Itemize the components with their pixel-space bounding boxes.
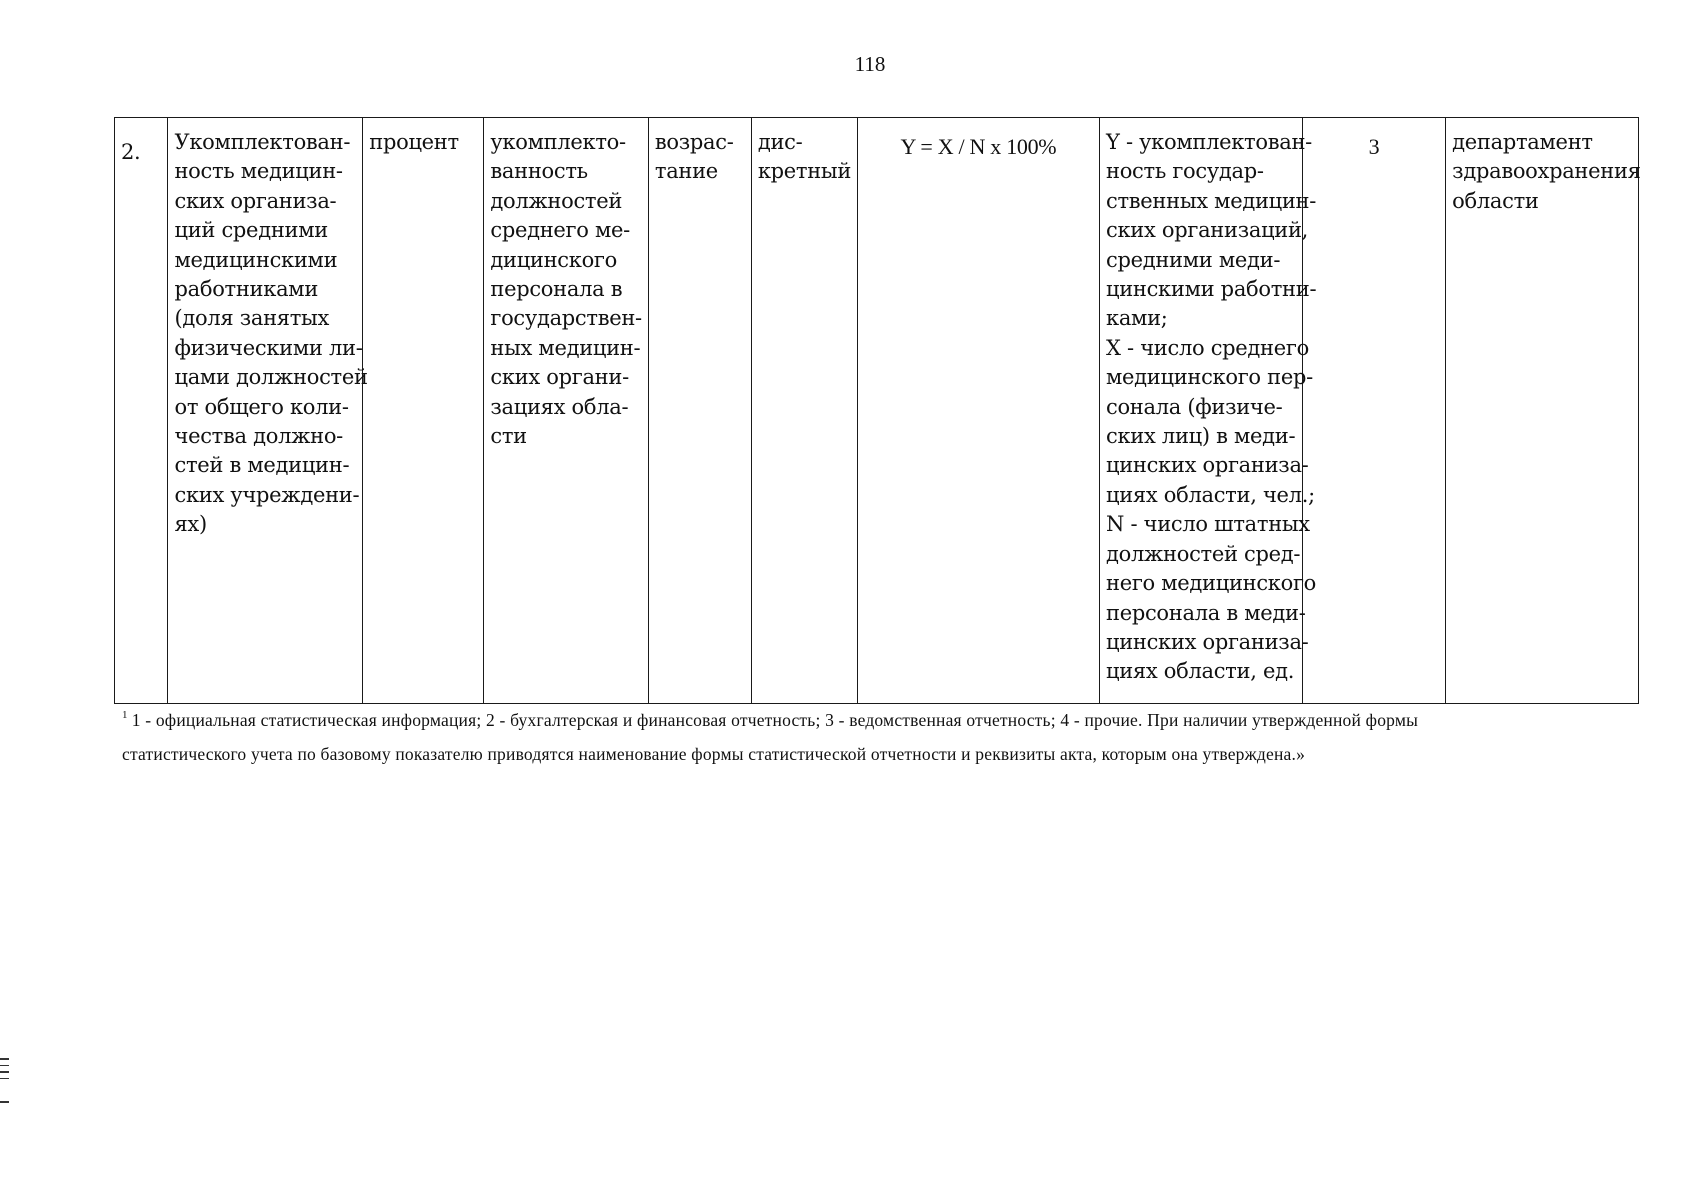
binding-mark [0,1101,9,1103]
definition-line: должностей [490,188,623,213]
unit-cell [363,118,484,704]
dynamics-cell [648,118,751,704]
definition-line: государствен- [490,306,642,331]
source-cell [1302,118,1445,704]
source-code: 3 [1368,134,1380,159]
variables-line: ность государ- [1106,159,1264,184]
footnote [122,698,1632,771]
definition-line: укомплекто- [490,130,626,154]
responsible-cell [1446,118,1639,704]
variables-line: персонала в меди- [1106,600,1306,625]
unit-text: процент [369,130,459,154]
page-number: 118 [854,52,886,76]
indicator-line: ций средними [174,218,328,243]
responsible-line: департамент [1452,130,1593,154]
indicator-line: чества должно- [174,424,343,449]
binding-mark [0,1071,9,1073]
indicator-line: медицинскими [174,247,338,272]
indicator-line: стей в медицин- [174,453,350,478]
variables-line: цинских организа- [1106,629,1309,654]
definition-line: среднего ме- [490,218,630,243]
variables-line: ских лиц) в меди- [1106,424,1296,449]
variables-line: цинских организа- [1106,453,1309,478]
variables-line: циях области, чел.; [1106,482,1315,507]
responsible-line: области [1452,188,1539,213]
variables-line: N - число штатных [1106,512,1310,537]
footnote-marker: 1 [122,709,128,721]
binding-marks [0,1058,10,1108]
definition-line: персонала в [490,277,623,302]
variables-line: ственных медицин- [1106,188,1317,213]
definition-cell [484,118,649,704]
type-cell [751,118,857,704]
footnote-line-1 [122,698,1632,737]
indicator-line: физическими ли- [174,335,363,360]
variables-cell [1100,118,1317,704]
dynamics-line: тание [654,159,718,184]
binding-mark [0,1065,9,1067]
variables-line: ских организаций, [1106,218,1309,243]
definition-line: зациях обла- [490,394,629,419]
dynamics-line: возрас- [654,130,734,154]
variables-line: должностей сред- [1106,541,1301,566]
indicator-name-cell [168,118,368,704]
variables-line: X - число среднего [1106,335,1309,360]
binding-mark [0,1078,9,1080]
formula-cell [857,118,1099,704]
definition-line: ских органи- [490,365,629,390]
type-line: кретный [757,159,852,184]
variables-line: ками; [1106,306,1168,331]
footnote-text-1: 1 - официальная статистическая информация; 2 - бухгалтерская и финансовая отчетность; 3 - ведомственная отчетность; 4 - прочие. При наличии утвержденной формы [131,710,1419,730]
row-number: 2. [121,140,141,164]
type-line: дис- [757,130,803,154]
indicator-line: ских учреждени- [174,482,360,507]
indicator-line: ность медицин- [174,159,343,184]
variables-line: сонала (физиче- [1106,394,1283,419]
indicator-line: ях) [174,512,207,537]
footnote-line-2: статистического учета по базовому показателю приводятся наименование формы статистической отчетности и реквизиты акта, которым она утверждена.» [122,744,1306,764]
indicator-line: ских организа- [174,188,337,213]
definition-line: сти [490,424,527,449]
variables-line: средними меди- [1106,247,1281,272]
variables-line: медицинского пер- [1106,365,1313,390]
indicator-table [114,117,1639,704]
definition-line: ных медицин- [490,335,641,360]
row-number-cell [115,118,168,704]
indicator-line: от общего коли- [174,394,349,419]
indicator-line: работниками [174,277,319,302]
indicator-line: (доля занятых [174,306,330,331]
responsible-line: здравоохранения [1452,159,1641,184]
table-row [115,118,1639,704]
definition-line: ванность [490,159,588,184]
definition-line: дицинского [490,247,617,272]
variables-line: него медицинского [1106,571,1317,596]
indicator-line: цами должностей [174,365,368,390]
formula-text: Y = X / N x 100% [900,134,1057,159]
binding-mark [0,1058,9,1060]
variables-line: циях области, ед. [1106,659,1295,684]
indicator-line: Укомплектован- [174,130,351,154]
variables-line: цинскими работни- [1106,277,1317,302]
variables-line: Y - укомплектован- [1106,130,1312,154]
